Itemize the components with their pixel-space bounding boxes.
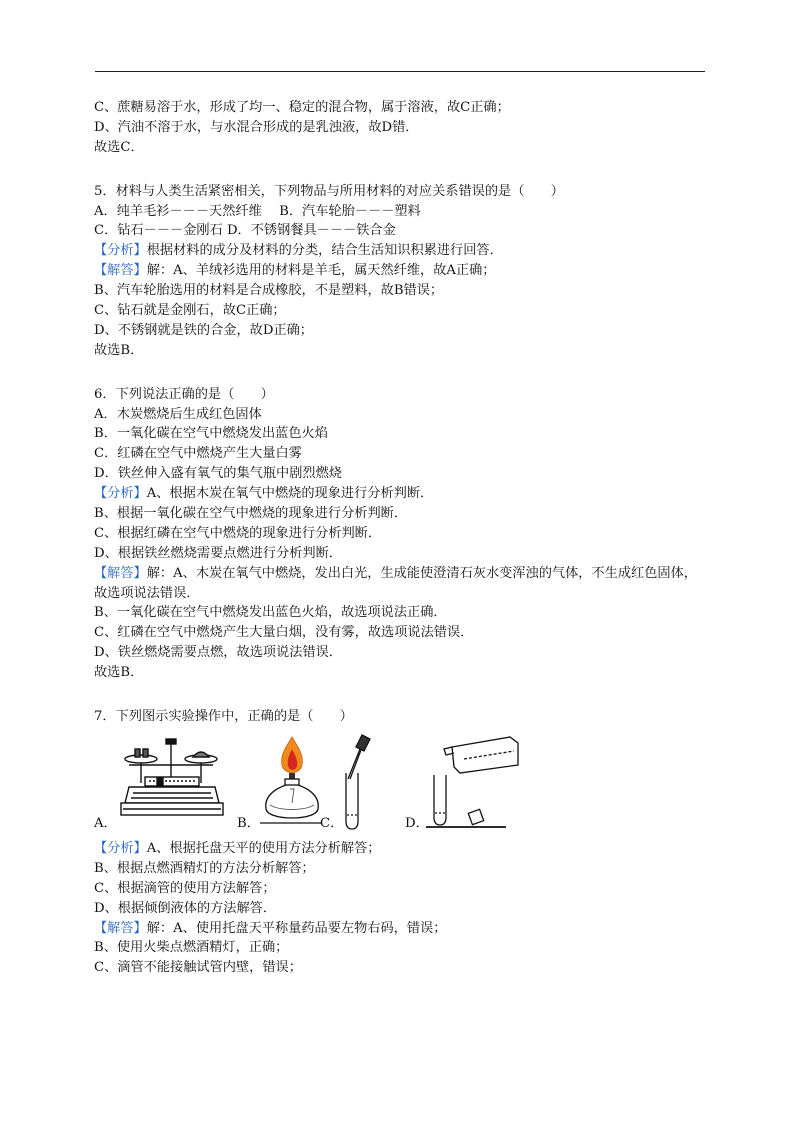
q7-analysis-a (94, 839, 714, 859)
q6-answer-b: B、一氧化碳在空气中燃烧发出蓝色火焰，故选项说法正确． (94, 605, 447, 621)
q4-conclusion: 故选C． (94, 139, 144, 155)
q5-analysis (94, 241, 714, 261)
q7-answer-a-text: 解：A、使用托盘天平称量药品要左物右码，错误； (146, 920, 447, 936)
q5-conclusion: 故选B． (94, 342, 144, 358)
q7-analysis-b: B、根据点燃酒精灯的方法分析解答； (94, 860, 315, 876)
q5-answer-a-text: 解：A、羊绒衫选用的材料是羊毛，属天然纤维，故A正确； (146, 263, 496, 279)
q6-answer-d: D、铁丝燃烧需要点燃，故选项说法错误． (94, 645, 342, 661)
q5-stem: 5．材料与人类生活紧密相关，下列物品与所用材料的对应关系错误的是（ ） (94, 183, 564, 199)
q5-answer-c: C、钻石就是金刚石，故C正确； (94, 303, 286, 319)
q7-analysis-a-text: A、根据托盘天平的使用方法分析解答； (146, 840, 381, 856)
q5-options-ab: A．纯羊毛衫－－－天然纤维 B．汽车轮胎－－－塑料 (94, 203, 421, 219)
pouring-liquid-icon (424, 733, 524, 833)
q5-options-cd: C．钻石－－－金刚石 D．不锈钢餐具－－－铁合金 (94, 223, 396, 239)
balance-icon (119, 737, 225, 829)
q6-analysis-b: B、根据一氧化碳在空气中燃烧的现象进行分析判断． (94, 506, 408, 522)
q7-option-figures (94, 733, 714, 833)
q6-option-b: B．一氧化碳在空气中燃烧发出蓝色火焰 (94, 426, 328, 442)
q5-answer-d: D、不锈钢就是铁的合金，故D正确； (94, 322, 313, 338)
q6-conclusion: 故选B． (94, 665, 144, 681)
q6-answer-c: C、红磷在空气中燃烧产生大量白烟，没有雾，故选项说法错误． (94, 625, 474, 641)
answer-tag: 【解答】 (94, 565, 147, 581)
q4-line-d: D、汽油不溶于水，与水混合形成的是乳浊液，故D错． (94, 119, 419, 135)
analysis-tag: 【分析】 (94, 840, 147, 856)
option-a-label: A． (94, 815, 117, 831)
q7-answer-b: B、使用火柴点燃酒精灯，正确； (94, 940, 289, 956)
analysis-tag: 【分析】 (94, 486, 147, 502)
page-content (94, 98, 714, 978)
q5-answer-a (94, 261, 714, 281)
q6-answer-a2: 故选项说法错误． (94, 585, 200, 601)
q7-analysis-c: C、根据滴管的使用方法解答； (94, 880, 276, 896)
q5-answer-b: B、汽车轮胎选用的材料是合成橡胶，不是塑料，故B错误； (94, 283, 444, 299)
answer-tag: 【解答】 (94, 263, 147, 279)
q6-stem: 6．下列说法正确的是（ ） (94, 386, 274, 402)
q6-answer-a-text: 解：A、木炭在氧气中燃烧，发出白光，生成能使澄清石灰水变浑浊的气体，不生成红色固体， (146, 565, 697, 581)
q6-option-c: C．红磷在空气中燃烧产生大量白雾 (94, 446, 302, 462)
q6-analysis-c: C、根据红磷在空气中燃烧的现象进行分析判断． (94, 525, 382, 541)
q7-stem: 7．下列图示实验操作中，正确的是（ ） (94, 709, 353, 725)
q6-analysis-a-text: A、根据木炭在氧气中燃烧的现象进行分析判断． (146, 486, 434, 502)
header-rule (95, 71, 705, 72)
alcohol-lamp-icon (256, 733, 326, 829)
q7-answer-a (94, 919, 714, 939)
q6-analysis-d: D、根据铁丝燃烧需要点燃进行分析判断． (94, 545, 342, 561)
q6-option-d: D．铁丝伸入盛有氧气的集气瓶中剧烈燃烧 (94, 466, 342, 482)
q6-analysis-a (94, 484, 714, 504)
q5-analysis-text: 根据材料的成分及材料的分类，结合生活知识积累进行回答． (146, 243, 503, 259)
q7-analysis-d: D、根据倾倒液体的方法解答． (94, 900, 277, 916)
option-c-label: C． (320, 815, 344, 831)
analysis-tag: 【分析】 (94, 243, 147, 259)
answer-tag: 【解答】 (94, 920, 147, 936)
q6-option-a: A．木炭燃烧后生成红色固体 (94, 406, 262, 422)
q6-answer-a (94, 564, 714, 584)
q4-line-c: C、蔗糖易溶于水，形成了均一、稳定的混合物，属于溶液，故C正确； (94, 100, 510, 115)
option-d-label: D． (405, 815, 429, 831)
option-b-label: B． (237, 815, 260, 831)
q7-answer-c: C、滴管不能接触试管内壁，错误； (94, 960, 302, 976)
dropper-test-tube-icon (340, 733, 380, 833)
